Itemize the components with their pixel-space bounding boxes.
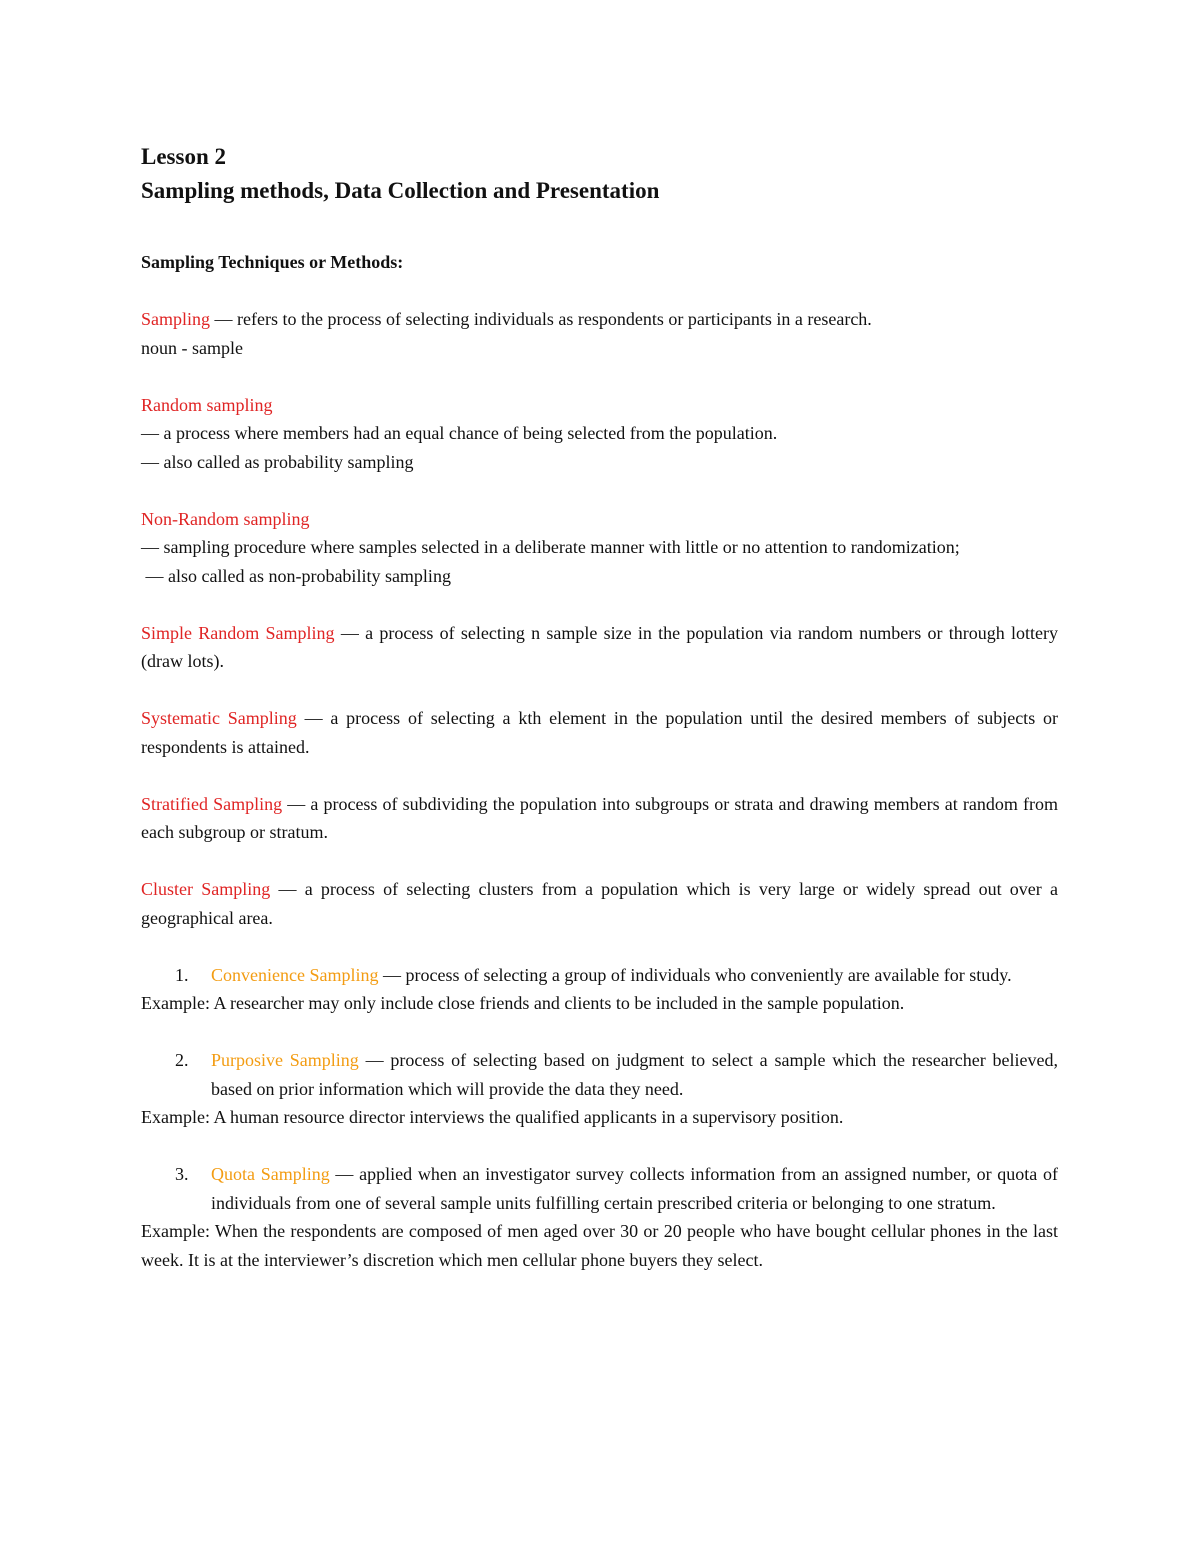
- list-item: [141, 1046, 1058, 1103]
- sampling-term: Sampling: [141, 309, 211, 329]
- systematic-definition: [141, 704, 1058, 761]
- quota-text: — applied when an investigator survey collects information from an assigned number, or quota of individuals from one of several sample units fulfilling certain prescribed criteria or belonging to one stratum.: [211, 1164, 1058, 1213]
- sampling-note: noun - sample: [141, 337, 243, 358]
- systematic-term: Systematic Sampling: [141, 708, 297, 728]
- random-sampling-term: Random sampling: [141, 394, 273, 415]
- simple-random-definition: [141, 619, 1058, 676]
- quota-example: Example: When the respondents are composed of men aged over 30 or 20 people who have bought cellular phones in the last week. It is at the interviewer’s discretion which men cellular phone buyers they select.: [141, 1221, 1058, 1270]
- stratified-term: Stratified Sampling: [141, 793, 283, 814]
- cluster-term: Cluster Sampling: [141, 879, 271, 899]
- simple-random-text: — a process of selecting n sample size in the population via random numbers or through lottery (draw lots).: [141, 622, 1058, 671]
- cluster-text: — a process of selecting clusters from a population which is very large or widely spread out over a geographical area.: [141, 879, 1058, 928]
- quota-term: Quota Sampling: [211, 1164, 330, 1184]
- convenience-example: Example: A researcher may only include close friends and clients to be included in the sample population.: [141, 993, 905, 1013]
- list-number: 3.: [175, 1164, 189, 1184]
- random-sampling-line2: — also called as probability sampling: [141, 451, 414, 472]
- non-random-sampling-block: [141, 505, 1058, 591]
- document-page: [141, 140, 1058, 1274]
- systematic-text: — a process of selecting a kth element in the population until the desired members of subjects or respondents is attained.: [141, 708, 1058, 757]
- purposive-text: — process of selecting based on judgment to select a sample which the researcher believed, based on prior information which will provide the data they need.: [211, 1050, 1058, 1099]
- sampling-definition-block: [141, 305, 1058, 362]
- simple-random-term: Simple Random Sampling: [141, 622, 335, 643]
- non-random-sampling-term: Non-Random sampling: [141, 508, 310, 529]
- lesson-title: Sampling methods, Data Collection and Presentation: [141, 178, 660, 203]
- list-item: [141, 961, 1058, 990]
- convenience-text: — process of selecting a group of individuals who conveniently are available for study.: [378, 964, 1012, 985]
- purposive-example: Example: A human resource director interviews the qualified applicants in a supervisory position.: [141, 1107, 844, 1127]
- non-random-sampling-line2: — also called as non-probability sampling: [141, 565, 451, 586]
- list-item-quota: [141, 1160, 1058, 1274]
- lesson-number: Lesson 2: [141, 144, 226, 169]
- stratified-definition: [141, 790, 1058, 847]
- list-item: [141, 1160, 1058, 1217]
- list-number: 2.: [175, 1050, 189, 1070]
- convenience-term: Convenience Sampling: [211, 964, 379, 985]
- cluster-definition: [141, 875, 1058, 932]
- sampling-definition: [141, 305, 1058, 334]
- purposive-term: Purposive Sampling: [211, 1050, 359, 1070]
- list-item-convenience: [141, 961, 1058, 1018]
- random-sampling-block: [141, 391, 1058, 477]
- list-number: 1.: [175, 964, 189, 985]
- random-sampling-line1: — a process where members had an equal chance of being selected from the population.: [141, 423, 778, 443]
- section-heading: Sampling Techniques or Methods:: [141, 252, 404, 272]
- sampling-text: — refers to the process of selecting individuals as respondents or participants in a research.: [210, 309, 872, 329]
- non-random-sampling-line1: — sampling procedure where samples selected in a deliberate manner with little or no attention to randomization;: [141, 537, 960, 557]
- stratified-text: — a process of subdividing the population into subgroups or strata and drawing members at random from each subgroup or stratum.: [141, 793, 1058, 842]
- list-item-purposive: [141, 1046, 1058, 1132]
